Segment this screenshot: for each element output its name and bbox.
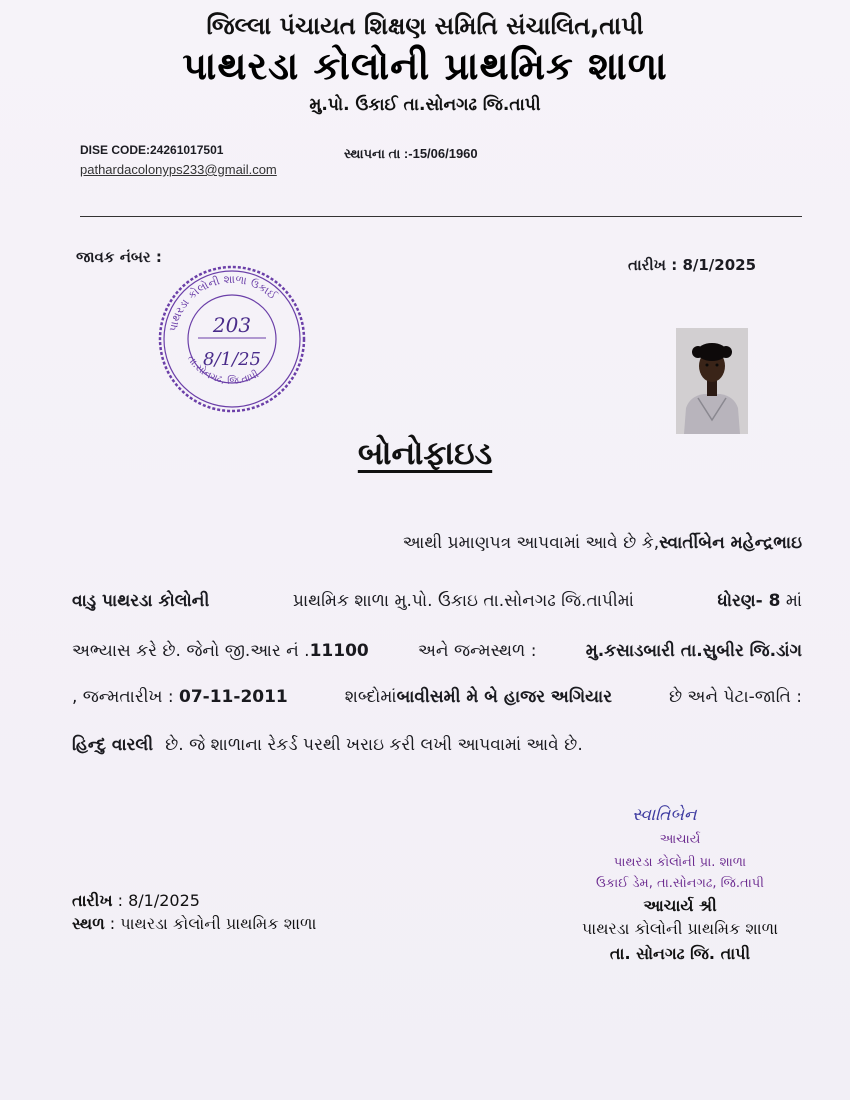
body-line-5: [72, 735, 802, 755]
principal-signature: સ્વાતિબેન: [632, 805, 697, 825]
body-line-2: [72, 591, 802, 611]
footer-date-value: : 8/1/2025: [117, 891, 200, 910]
body-text: , જન્મતારીખ :: [72, 687, 174, 707]
principal-school: પાથરડા કોલોની પ્રાથમિક શાળા: [581, 919, 779, 938]
school-address: મુ.પો. ઉકાઈ તા.સોનગઢ જિ.તાપી: [309, 95, 541, 115]
body-line-3: [72, 641, 802, 661]
student-name: સ્વાર્તીબેન મહેન્દ્રભાઇ: [659, 533, 802, 553]
body-line-4: [72, 687, 802, 707]
stamp-title: આચાર્ય: [659, 832, 701, 847]
footer-date: [72, 891, 200, 911]
body-text: અને જન્મસ્થળ :: [417, 641, 537, 661]
certificate-title: બોનોફાઇડ: [357, 434, 493, 472]
stamp-line-1: પાથરડા કોલોની પ્રા. શાળા: [613, 855, 747, 870]
birth-date-words: બાવીસમી મે બે હાજર અગિયાર: [396, 687, 612, 707]
footer-date-label: તારીખ: [72, 891, 113, 910]
student-surname-school: વાડુ પાથરડા કોલોની: [72, 591, 210, 611]
seal-ring-bottom-text: તા.સોનગઢ, જિ.તાપી: [184, 353, 261, 387]
body-text: અભ્યાસ કરે છે. જેનો જી.આર નં .: [72, 641, 310, 661]
principal-place: તા. સોનગઢ જિ. તાપી: [609, 944, 751, 963]
footer-place: [72, 914, 316, 934]
seal-date: 8/1/25: [203, 349, 261, 370]
seal-ring-text: પાથરડા કોલોની શાળા ઉકાઈ: [166, 272, 280, 333]
body-text: શબ્દોમાં: [344, 687, 397, 707]
outward-seal: [156, 264, 308, 414]
stamp-line-2: ઉકાઈ ડેમ, તા.સોનગઢ, જિ.તાપી: [596, 876, 764, 891]
body-text: આથી પ્રમાણપત્ર આપવામાં આવે છે કે,: [402, 533, 660, 553]
issuing-authority: જિલ્લા પંચાયત શિક્ષણ સમિતિ સંચાલિત,તાપી: [206, 12, 644, 40]
body-text: છે. જે શાળાના રેકર્ડ પરથી ખરાઇ કરી લખી આપવામાં આવે છે.: [165, 735, 583, 755]
header-divider: [80, 216, 802, 217]
school-email: pathardacolonyps233@gmail.com: [80, 162, 277, 177]
principal-role: આચાર્ય શ્રી: [643, 896, 717, 915]
school-name-heading: પાથરડા કોલોની પ્રાથમિક શાળા: [182, 44, 668, 88]
body-text: માં: [785, 591, 802, 611]
birth-date: 07-11-2011: [179, 687, 288, 707]
established-date: સ્થાપના તા :-15/06/1960: [344, 146, 478, 161]
birth-place: મુ.કસાડબારી તા.સુબીર જિ.ડાંગ: [585, 641, 802, 661]
footer-place-value: : પાથરડા કોલોની પ્રાથમિક શાળા: [109, 914, 317, 933]
footer-place-label: સ્થળ: [72, 914, 105, 933]
student-standard: ધોરણ- 8: [717, 591, 781, 611]
body-line-1: [72, 533, 802, 553]
outward-number-label: જાવક નંબર :: [76, 248, 162, 266]
body-text: છે અને પેટા-જાતિ :: [668, 687, 802, 707]
student-photo: [676, 328, 748, 434]
seal-graphic: [156, 264, 308, 414]
dise-code: DISE CODE:24261017501: [80, 143, 224, 157]
seal-number: 203: [212, 313, 252, 337]
gr-number: 11100: [309, 641, 369, 661]
religion-caste: હિન્દુ વારલી: [72, 735, 154, 755]
issue-date: તારીખ : 8/1/2025: [628, 256, 757, 274]
body-text: પ્રાથમિક શાળા મુ.પો. ઉકાઇ તા.સોનગઢ જિ.તાપીમાં: [292, 591, 634, 611]
